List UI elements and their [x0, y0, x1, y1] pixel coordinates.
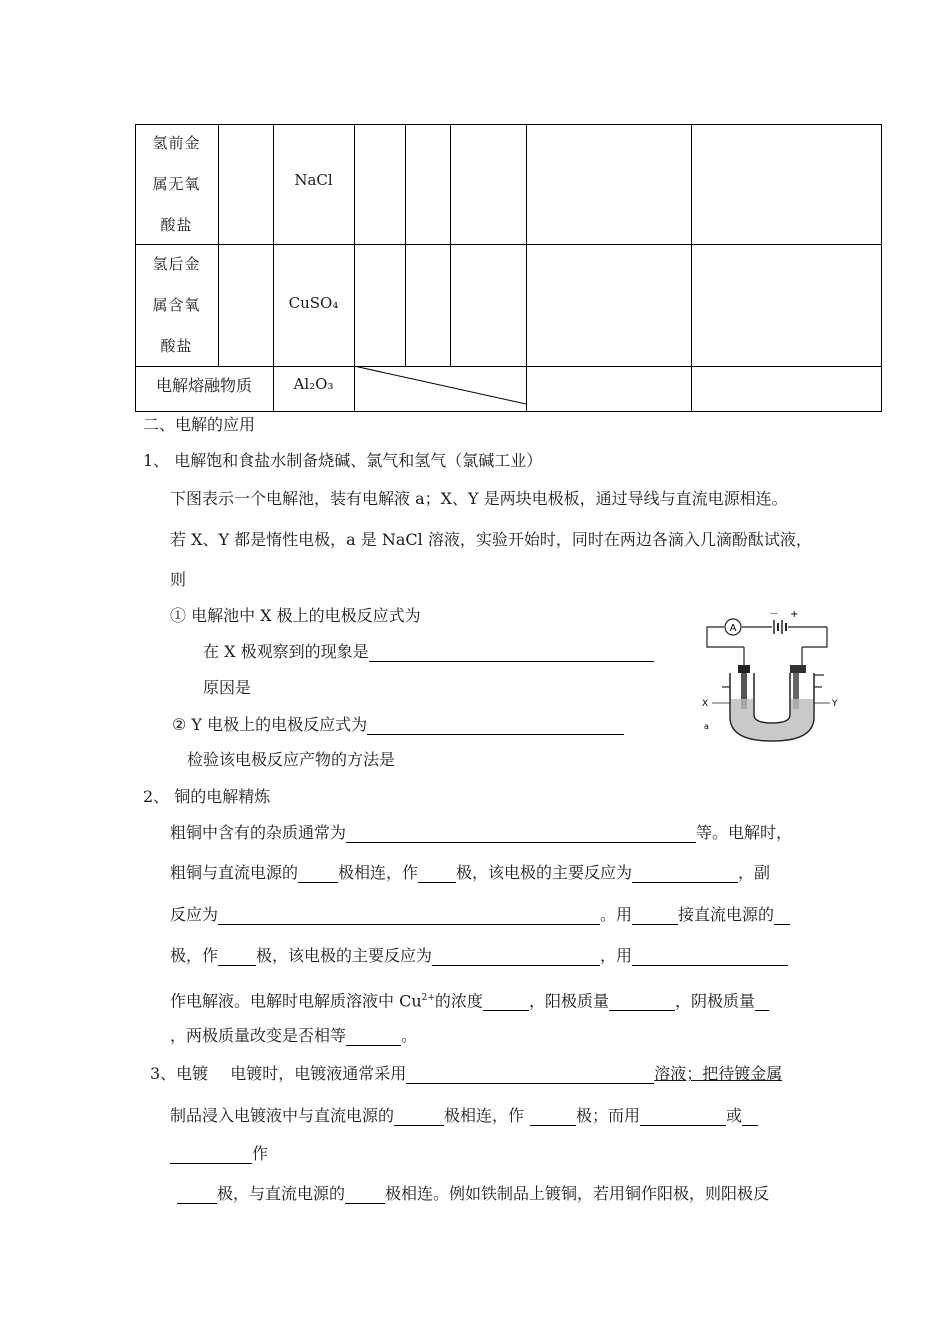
svg-text:X: X: [702, 699, 709, 709]
question-1: ① 电解池中 X 极上的电极反应式为: [170, 606, 421, 625]
item2-title: 2、 铜的电解精炼: [143, 787, 271, 806]
svg-text:Y: Y: [832, 699, 838, 709]
answer-blank[interactable]: [632, 947, 788, 966]
question-1-reason: 原因是: [203, 678, 252, 697]
formula-al2o3: Al₂O₃: [293, 375, 334, 393]
answer-blank[interactable]: [640, 1107, 726, 1126]
item3-line-3: 作: [170, 1144, 268, 1164]
answer-blank[interactable]: [298, 864, 338, 883]
answer-blank[interactable]: [755, 992, 769, 1011]
item1-title: 1、 电解饱和食盐水制备烧碱、氯气和氢气（氯碱工业）: [143, 451, 543, 470]
answer-blank[interactable]: [418, 864, 456, 883]
item2-line-3: 反应为 。用 接直流电源的: [170, 905, 790, 925]
answer-blank[interactable]: [367, 716, 624, 735]
electrolysis-table: [135, 124, 882, 412]
formula-nacl: NaCl: [294, 171, 333, 189]
item1-desc-1: 下图表示一个电解池，装有电解液 a；X、Y 是两块电极板，通过导线与直流电源相连。: [170, 489, 788, 508]
answer-blank[interactable]: [218, 906, 600, 925]
electrolysis-cell-figure: [692, 607, 842, 747]
answer-blank[interactable]: [483, 992, 529, 1011]
answer-blank[interactable]: [346, 824, 696, 843]
answer-blank[interactable]: [632, 864, 738, 883]
item2-line-6: ，两极质量改变是否相等 。: [170, 1026, 418, 1045]
answer-blank[interactable]: [218, 947, 256, 966]
answer-blank[interactable]: [432, 947, 600, 966]
item3-line-2: 制品浸入电镀液中与直流电源的 极相连，作 极；而用 或: [170, 1106, 758, 1126]
svg-text:a: a: [704, 722, 709, 731]
answer-blank[interactable]: [742, 1107, 758, 1126]
answer-blank[interactable]: [346, 1027, 401, 1046]
answer-blank[interactable]: [406, 1065, 654, 1084]
answer-blank[interactable]: [609, 992, 675, 1011]
question-2-test: 检验该电极反应产物的方法是: [187, 750, 396, 769]
answer-blank[interactable]: [170, 1145, 252, 1164]
svg-text:+: +: [790, 609, 799, 620]
row-label-1: 氢前金 属无氧 酸盐: [152, 133, 201, 234]
item3-line-1: 3、电镀 电镀时，电镀液通常采用 溶液；把待镀金属: [150, 1064, 783, 1083]
section-heading: 二、电解的应用: [143, 415, 256, 434]
answer-blank[interactable]: [369, 643, 654, 662]
answer-blank[interactable]: [394, 1107, 444, 1126]
item2-line-2: 粗铜与直流电源的 极相连，作 极，该电极的主要反应为 ，副: [170, 863, 771, 882]
item2-line-5: 作电解液。电解时电解质溶液中 $Cu^{2+}$的浓度 ，阳极质量 ，阴极质量: [170, 988, 769, 1011]
item1-desc-3: 则: [170, 570, 187, 589]
formula-cuso4: CuSO₄: [288, 294, 339, 312]
answer-blank[interactable]: [345, 1185, 385, 1204]
question-2: ② Y 电极上的电极反应式为: [172, 715, 624, 735]
answer-blank[interactable]: [774, 906, 790, 925]
item2-line-1: 粗铜中含有的杂质通常为 等。电解时，: [170, 823, 793, 842]
svg-text:A: A: [729, 623, 737, 634]
item1-desc-2: 若 X、Y 都是惰性电极，a 是 NaCl 溶液，实验开始时，同时在两边各滴入几滴酚酞试液，: [170, 530, 812, 549]
answer-blank[interactable]: [632, 906, 678, 925]
svg-text:－: －: [769, 609, 779, 620]
question-1-observation: 在 X 极观察到的现象是: [203, 642, 654, 662]
answer-blank[interactable]: [177, 1185, 217, 1204]
answer-blank[interactable]: [530, 1107, 576, 1126]
row-label-2: 氢后金 属含氧 酸盐: [152, 254, 201, 355]
item2-line-4: 极，作 极，该电极的主要反应为 ，用: [170, 946, 788, 966]
item3-line-4: 极，与直流电源的 极相连。例如铁制品上镀铜，若用铜作阳极，则阳极反: [177, 1184, 769, 1204]
row-label-3: 电解熔融物质: [155, 375, 252, 395]
diagonal-line: [354, 366, 526, 412]
